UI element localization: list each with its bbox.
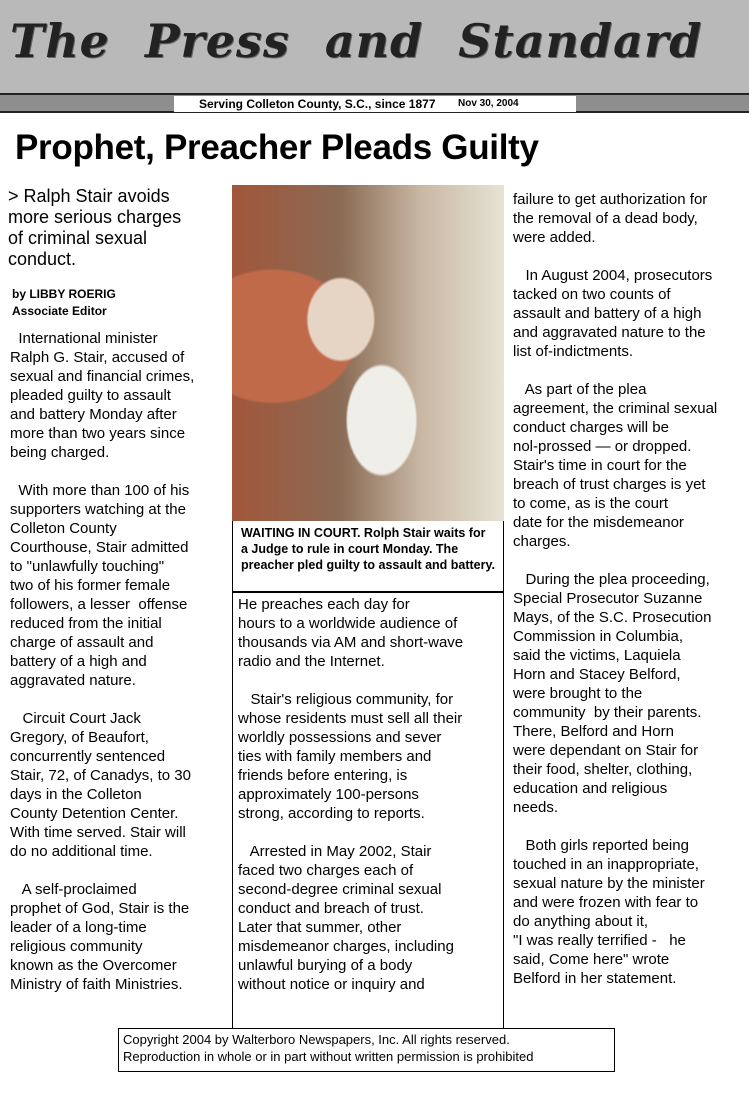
text-line: worldly possessions and sever <box>238 729 442 746</box>
copyright-footer <box>118 1028 615 1072</box>
text-line: County Detention Center. <box>10 805 179 822</box>
tagline: Serving Colleton County, S.C., since 1877 <box>199 97 436 111</box>
text-line: aggravated nature. <box>10 672 136 689</box>
text-line: He preaches each day for <box>238 596 410 613</box>
text-line: concurrently sentenced <box>10 748 166 765</box>
text-line: Circuit Court Jack <box>10 710 141 727</box>
text-line: known as the Overcomer <box>10 957 177 974</box>
byline <box>12 286 116 320</box>
text-line: charges. <box>513 533 571 550</box>
text-line: and battery Monday after <box>10 406 177 423</box>
text-line: assault and battery of a high <box>513 305 702 322</box>
deck-line: more serious charges <box>8 207 182 227</box>
article-column-2 <box>238 595 463 1013</box>
text-line: do no additional time. <box>10 843 153 860</box>
text-line: date for the misdemeanor <box>513 514 684 531</box>
text-line: needs. <box>513 799 559 816</box>
text-line: Special Prosecutor Suzanne <box>513 590 703 607</box>
text-line: failure to get authorization for <box>513 191 708 208</box>
tagline-box <box>174 96 576 112</box>
text-line: reduced from the initial <box>10 615 162 632</box>
text-line: There, Belford and Horn <box>513 723 674 740</box>
text-line: In August 2004, prosecutors <box>513 267 713 284</box>
text-line: sexual nature by the minister <box>513 875 705 892</box>
deck-line: > Ralph Stair avoids <box>8 186 170 206</box>
text-line: to "unlawfully touching" <box>10 558 165 575</box>
article-paragraph <box>513 836 717 988</box>
text-line: International minister <box>10 330 158 347</box>
text-line: supporters watching at the <box>10 501 186 518</box>
text-line: With more than 100 of his <box>10 482 190 499</box>
text-line: second-degree criminal sexual <box>238 881 442 898</box>
text-line: approximately 100-persons <box>238 786 419 803</box>
text-line: breach of trust charges is yet <box>513 476 706 493</box>
text-line: With time served. Stair will <box>10 824 186 841</box>
text-line: Stair's religious community, for <box>238 691 454 708</box>
masthead-logo: The Press and Standard <box>10 14 703 68</box>
text-line: conduct charges will be <box>513 419 669 436</box>
deck-line: conduct. <box>8 249 77 269</box>
text-line: Courthouse, Stair admitted <box>10 539 189 556</box>
text-line: Later that summer, other <box>238 919 402 936</box>
text-line: leader of a long-time <box>10 919 147 936</box>
text-line: agreement, the criminal sexual <box>513 400 718 417</box>
article-paragraph <box>10 880 194 994</box>
text-line: were added. <box>513 229 596 246</box>
article-photo <box>232 185 504 521</box>
text-line: Stair, 72, of Canadys, to 30 <box>10 767 191 784</box>
article-paragraph <box>10 329 194 462</box>
article-paragraph <box>238 842 463 994</box>
text-line: charge of assault and <box>10 634 154 651</box>
text-line: conduct and breach of trust. <box>238 900 424 917</box>
text-line: their food, shelter, clothing, <box>513 761 693 778</box>
text-line: and were frozen with fear to <box>513 894 699 911</box>
text-line: days in the Colleton <box>10 786 142 803</box>
text-line: whose residents must sell all their <box>238 710 463 727</box>
headline: Prophet, Preacher Pleads Guilty <box>15 128 539 167</box>
text-line: do anything about it, <box>513 913 649 930</box>
text-line: tacked on two counts of <box>513 286 671 303</box>
text-line: radio and the Internet. <box>238 653 385 670</box>
text-line: thousands via AM and short-wave <box>238 634 464 651</box>
text-line: pleaded guilty to assault <box>10 387 171 404</box>
article-paragraph <box>238 595 463 671</box>
text-line: were dependant on Stair for <box>513 742 699 759</box>
article-paragraph <box>513 266 717 361</box>
article-paragraph <box>10 709 194 861</box>
text-line: the removal of a dead body, <box>513 210 698 227</box>
article-column-3 <box>513 190 717 1007</box>
text-line: Belford in her statement. <box>513 970 677 987</box>
text-line: sexual and financial crimes, <box>10 368 195 385</box>
text-line: Ralph G. Stair, accused of <box>10 349 185 366</box>
deck <box>8 186 181 270</box>
text-line: friends before entering, is <box>238 767 408 784</box>
text-line: faced two charges each of <box>238 862 414 879</box>
text-line: and aggravated nature to the <box>513 324 706 341</box>
article-paragraph <box>513 570 717 817</box>
text-line: prophet of God, Stair is the <box>10 900 190 917</box>
text-line: religious community <box>10 938 143 955</box>
text-line: were brought to the <box>513 685 643 702</box>
text-line: without notice or inquiry and <box>238 976 425 993</box>
text-line: education and religious <box>513 780 668 797</box>
text-line: to come, as is the court <box>513 495 669 512</box>
photo-caption: WAITING IN COURT. Rolph Stair waits for a Judge to rule in court Monday. The preacher pled guilty to assault and battery. <box>232 521 504 592</box>
text-line: Horn and Stacey Belford, <box>513 666 681 683</box>
text-line: Ministry of faith Ministries. <box>10 976 183 993</box>
deck-line: of criminal sexual <box>8 228 148 248</box>
article-paragraph <box>513 380 717 551</box>
text-line: unlawful burying of a body <box>238 957 413 974</box>
byline-title: Associate Editor <box>12 304 107 318</box>
text-line: touched in an inappropriate, <box>513 856 699 873</box>
text-line: During the plea proceeding, <box>513 571 710 588</box>
article-paragraph <box>238 690 463 823</box>
text-line: more than two years since <box>10 425 186 442</box>
text-line: Colleton County <box>10 520 117 537</box>
text-line: misdemeanor charges, including <box>238 938 454 955</box>
text-line: A self-proclaimed <box>10 881 137 898</box>
text-line: Both girls reported being <box>513 837 689 854</box>
text-line: being charged. <box>10 444 110 461</box>
text-line: "I was really terrified - he <box>513 932 686 949</box>
copyright-line: Copyright 2004 by Walterboro Newspapers, Inc. All rights reserved. <box>123 1032 510 1047</box>
article-paragraph <box>513 190 717 247</box>
text-line: list of-indictments. <box>513 343 634 360</box>
byline-author: by LIBBY ROERIG <box>12 287 116 301</box>
issue-date: Nov 30, 2004 <box>458 98 519 109</box>
article-column-1 <box>10 329 194 1013</box>
text-line: said, Come here" wrote <box>513 951 670 968</box>
text-line: strong, according to reports. <box>238 805 425 822</box>
text-line: Arrested in May 2002, Stair <box>238 843 432 860</box>
text-line: Mays, of the S.C. Prosecution <box>513 609 712 626</box>
text-line: hours to a worldwide audience of <box>238 615 458 632</box>
text-line: nol-prossed — or dropped. <box>513 438 692 455</box>
text-line: community by their parents. <box>513 704 702 721</box>
text-line: As part of the plea <box>513 381 647 398</box>
text-line: Gregory, of Beaufort, <box>10 729 149 746</box>
text-line: ties with family members and <box>238 748 432 765</box>
text-line: two of his former female <box>10 577 171 594</box>
masthead <box>0 0 749 93</box>
article-paragraph <box>10 481 194 690</box>
copyright-line: Reproduction in whole or in part without written permission is prohibited <box>123 1049 534 1064</box>
text-line: Commission in Columbia, <box>513 628 684 645</box>
text-line: said the victims, Laquiela <box>513 647 681 664</box>
text-line: followers, a lesser offense <box>10 596 188 613</box>
text-line: Stair's time in court for the <box>513 457 687 474</box>
text-line: battery of a high and <box>10 653 147 670</box>
